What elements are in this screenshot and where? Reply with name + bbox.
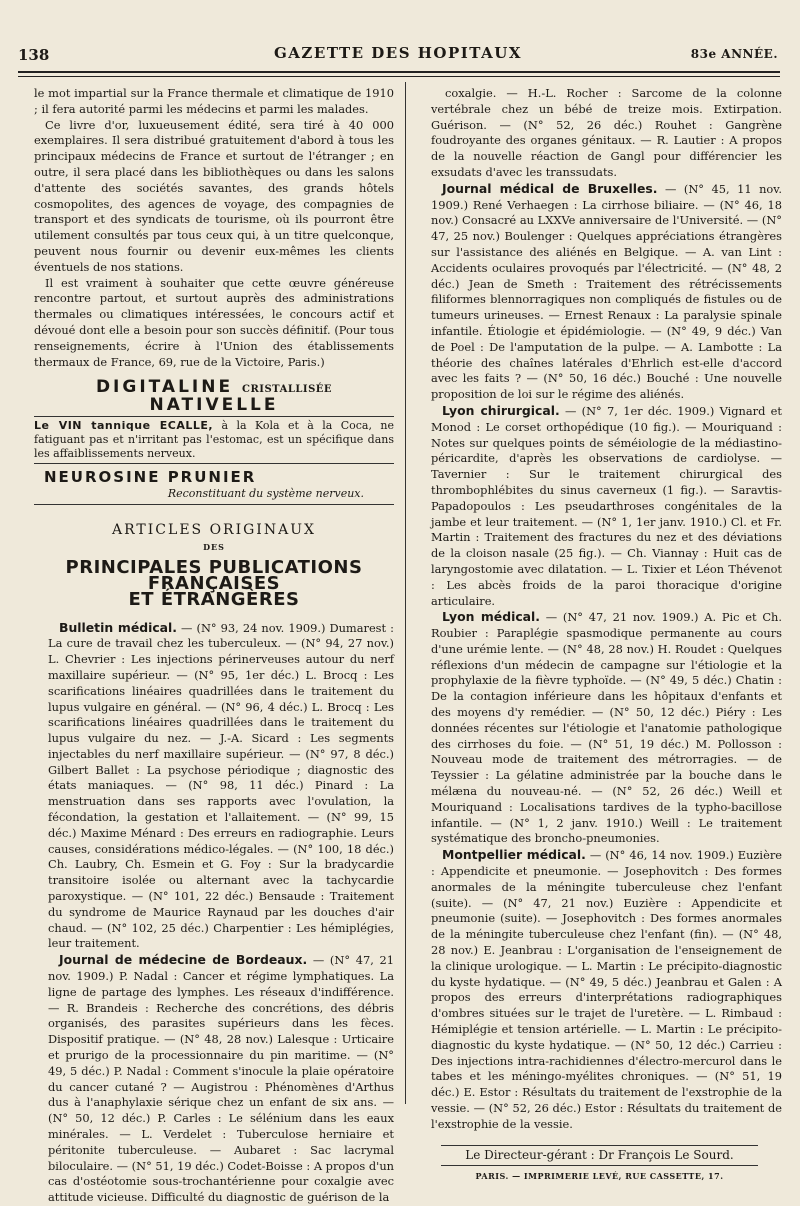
footer-printer: PARIS. — IMPRIMERIE LEVÉ, RUE CASSETTE, 17.	[475, 1171, 724, 1182]
advert-vin-ecalle	[34, 419, 394, 461]
header-rule-thin	[18, 76, 780, 77]
entry-text: — (N° 45, 11 nov. 1909.) René Verhaegen : La cirrhose biliaire. — (N° 46, 18 nov.) Consacré au LXXVe anniversaire de l'Université. — (N° 47, 25 nov.) Boulenger : Quelques appréciations étrangères sur l'assistance des aliénés en Belgique. — A. van Lint : Accidents oculaires provoqués par l'électricité. — (N° 48, 2 déc.) Jean de Smeth : Traitement des rétrécissements filiformes blennorragiques non compliqués de fistules ou de tumeurs urineuses. — Ernest Renaux : La paralysie spinale infantile. Étiologie et épidémiologie. — (N° 49, 9 déc.) Van de Poel : De l'amputation de la pulpe. — A. Lambotte : La théorie des chaînes latérales d'Ehrlich est-elle d'accord avec les faits ? — (N° 50, 16 déc.) Bouché : Une nouvelle proposition de loi sur le régime des aliénés.	[431, 181, 782, 402]
footer-manager: Le Directeur-gérant : Dr François Le Sourd.	[465, 1147, 734, 1162]
journal-name: Montpellier médical.	[442, 847, 586, 863]
advert-rule	[34, 504, 394, 505]
entry-text: — (N° 7, 1er déc. 1909.) Vignard et Monod : Le corset orthopédique (10 fig.). — Mouriquand : Notes sur quelques points de séméiologie de la médiastino-péricardite, d'après les observations de cardiolyse. — Tavernier : Sur le traitement chirurgical des thrombophlébites du sinus caverneux (1 fig.). — Saravtis-Papadopoulos : Les pseudarthroses congénitales de la jambe et leur traitement. — (N° 1, 1er janv. 1910.) Cl. et Fr. Martin : Traitement des fractures du nez et des déviations de la cloison nasale (25 fig.). — Ch. Viannay : Huit cas de laryngostomie avec dilatation. — L. Tixier et Léon Thévenot : Les abcès froids de la paroi thoracique d'origine articulaire.	[431, 403, 782, 608]
column-divider	[405, 82, 406, 1104]
entry-text: — (N° 93, 24 nov. 1909.) Dumarest : La cure de travail chez les tuberculeux. — (N° 94, 27 nov.) L. Chevrier : Les injections périnerveuses autour du nerf maxillaire supérieur. — (N° 95, 1er déc.) L. Brocq : Les scarifications linéaires quadrillées dans le traitement du lupus vulgaire en général. — (N° 96, 4 déc.) L. Brocq : Les scarifications linéaires quadrillées dans le traitement du lupus vulgaire du nez. — J.-A. Sicard : Les segments injectables du nerf maxillaire supérieur. — (N° 97, 8 déc.) Gilbert Ballet : La psychose périodique ; diagnostic des états maniaques. — (N° 98, 11 déc.) Pinard : La menstruation dans ses rapports avec l'ovulation, la fécondation, la gestation et l'allaitement. — (N° 99, 15 déc.) Maxime Ménard : Des erreurs en radiographie. Leurs causes, considérations médico-légales. — (N° 100, 18 déc.) Ch. Laubry, Ch. Esmein et G. Foy : Sur la bradycardie transitoire isolée ou alternant avec la tachycardie paroxystique. — (N° 101, 22 déc.) Bensaude : Traitement du syndrome de Maurice Raynaud par les douches d'air chaud. — (N° 102, 25 déc.) Charpentier : Les hémiplégies, leur traitement.	[48, 620, 395, 951]
advert-rule	[34, 416, 394, 417]
journal-name: Journal médical de Bruxelles.	[442, 180, 658, 196]
journal-name: Lyon médical.	[442, 609, 540, 625]
journal-entry	[417, 609, 782, 847]
footer-rule	[441, 1145, 758, 1146]
entry-continuation: coxalgie. — H.-L. Rocher : Sarcome de la colonne vertébrale chez un bébé de treize mois. Extirpation. Guérison. — (N° 52, 26 déc.) Rouhet : Gangrène foudroyante des organes génitaux. — R. Lautier : A propos de la nouvelle réaction de Gangl pour différencier les exsudats d'avec les transsudats.	[431, 86, 782, 179]
right-column	[417, 86, 782, 1185]
intro-paragraph: Il est vraiment à souhaiter que cette œuvre généreuse rencontre partout, et surtout auprès des administrations thermales ou climatiques intéressées, le concours actif et dévoué dont elle a besoin pour son succès définitif. (Pour tous renseignements, écrire à l'Union des établissements thermaux de France, 69, rue de la Victoire, Paris.)	[34, 275, 394, 369]
footer-rule	[441, 1165, 758, 1166]
journal-name: Journal de médecine de Bordeaux.	[59, 952, 308, 968]
section-title: ARTICLES ORIGINAUX	[112, 521, 316, 538]
advert-vin-text: à la Kola et à la Coca, ne fatiguant pas et n'irritant pas l'estomac, est un spécifique dans les affaiblissements nerveux.	[34, 418, 394, 460]
section-title-des: DES	[203, 542, 225, 553]
intro-paragraph: le mot impartial sur la France thermale et climatique de 1910 ; il fera autorité parmi les médecins et parmi les malades.	[34, 86, 394, 116]
journal-entry	[34, 620, 394, 953]
entry-text: — (N° 47, 21 nov. 1909.) P. Nadal : Cancer et régime lymphatiques. La ligne de partage des lymphes. Les réseaux d'indifférence. — R. Brandeis : Recherche des concrétions, des débris organisés, des parasites supérieurs dans les fèces. Dispositif pratique. — (N° 48, 28 nov.) Lalesque : Urticaire et prurigo de la processionnaire du pin maritime. — (N° 49, 5 déc.) P. Nadal : Comment s'inocule la plaie opératoire du cancer cutané ? — Augistrou : Phénomènes d'Arthus dus à l'anaphylaxie sérique chez un enfant de six ans. — (N° 50, 12 déc.) P. Carles : Le sélénium dans les eaux minérales. — L. Verdelet : Tuberculose herniaire et péritonite tuberculeuse. — Aubaret : Sac lacrymal biloculaire. — (N° 51, 19 déc.) Codet-Boisse : A propos d'un cas d'ostéotomie sous-trochantérienne pour coxalgie avec attitude vicieuse. Difficulté du diagnostic de guérison de la	[48, 953, 394, 1205]
journal-entry	[417, 403, 782, 609]
header-rule-thick	[18, 71, 780, 73]
advert-neurosine: NEUROSINE PRUNIER	[44, 467, 257, 486]
footer	[417, 1145, 782, 1186]
advert-vin-title: Le VIN tannique ECALLE,	[34, 418, 214, 432]
advert-rule	[34, 463, 394, 464]
journal-entry	[417, 181, 782, 403]
volume-year: 83e ANNÉE.	[690, 47, 778, 61]
entry-text: — (N° 47, 21 nov. 1909.) A. Pic et Ch. Roubier : Paraplégie spasmodique permanente au cours d'une urémie lente. — (N° 48, 28 nov.) H. Roudet : Quelques réflexions d'un médecin de campagne sur l'étiologie et la prophylaxie de la fièvre typhoïde. — (N° 49, 5 déc.) Chatin : De la contagion inférieure dans les hôpitaux d'enfants et des moyens d'y remédier. — (N° 50, 12 déc.) Piéry : Les données récentes sur l'étiologie et l'anatomie pathologique des cirrhoses du foie. — (N° 51, 19 déc.) M. Pollosson : Nouveau mode de traitement des métrorragies. — de Teyssier : La gélatine administrée par la bouche dans le mélæna du nouveau-né. — (N° 52, 26 déc.) Weill et Mouriquand : Localisations tardives de la typho-bacillose infantile. — (N° 1, 2 janv. 1910.) Weill : Le traitement systématique des broncho-pneumonies.	[431, 610, 782, 846]
journal-name: Bulletin médical.	[59, 619, 177, 635]
page-header	[18, 44, 778, 66]
advert-neurosine-subtitle: Reconstituant du système nerveux.	[167, 486, 364, 500]
left-column	[34, 86, 394, 1206]
advert-digitaline: DIGITALINE CRISTALLISÉE NATIVELLE	[95, 377, 333, 416]
intro-paragraph: Ce livre d'or, luxueusement édité, sera tiré à 40 000 exemplaires. Il sera distribué gratuitement d'abord à tous les principaux médecins de France et surtout de l'étranger ; en outre, il sera placé dans les bibliothèques ou dans les salons d'attente des sociétés savantes, des grands hôtels cosmopolites, des agences de voyage, des compagnies de transport et des syndicats de tourisme, où ils pourront être utilement consultés par tous ceux qui, à un titre quelconque, peuvent nous fournir ou devenir eux-mêmes les clients éventuels de nos stations.	[34, 117, 394, 274]
entry-text: — (N° 46, 14 nov. 1909.) Euzière : Appendicite et pneumonie. — Josephovitch : Des formes anormales de la méningite tuberculeuse chez l'enfant (suite). — (N° 47, 21 nov.) Euzière : Appendicite et pneumonie (suite). — Josephovitch : Des formes anormales de la méningite tuberculeuse chez l'enfant (fin). — (N° 48, 28 nov.) E. Jeanbrau : L'organisation de l'enseignement de la clinique urologique. — L. Martin : Le précipito-diagnostic du kyste hydatique. — (N° 49, 5 déc.) Jeanbrau et Galen : A propos des erreurs d'interprétations radiographiques d'ombres situées sur le trajet de l'uretère. — L. Rimbaud : Hémiplégie et tension artérielle. — L. Martin : Le précipito-diagnostic du kyste hydatique. — (N° 50, 12 déc.) Carrieu : Des injections intra-rachidiennes d'électro-mercurol dans le tabes et les méningo-myélites chroniques. — (N° 51, 19 déc.) E. Estor : Résultats du traitement de l'exstrophie de la vessie. — (N° 52, 26 déc.) Estor : Résultats du traitement de l'exstrophie de la vessie.	[431, 848, 783, 1131]
journal-entry	[34, 952, 394, 1206]
journal-name: Lyon chirurgical.	[442, 402, 560, 418]
section-title-sub: ET ÉTRANGÈRES	[128, 588, 300, 610]
journal-entry	[417, 847, 782, 1132]
section-title-main: PRINCIPALES PUBLICATIONS FRANÇAISES	[65, 557, 363, 594]
journal-title: GAZETTE DES HOPITAUX	[273, 44, 522, 62]
page-number: 138	[18, 46, 50, 64]
